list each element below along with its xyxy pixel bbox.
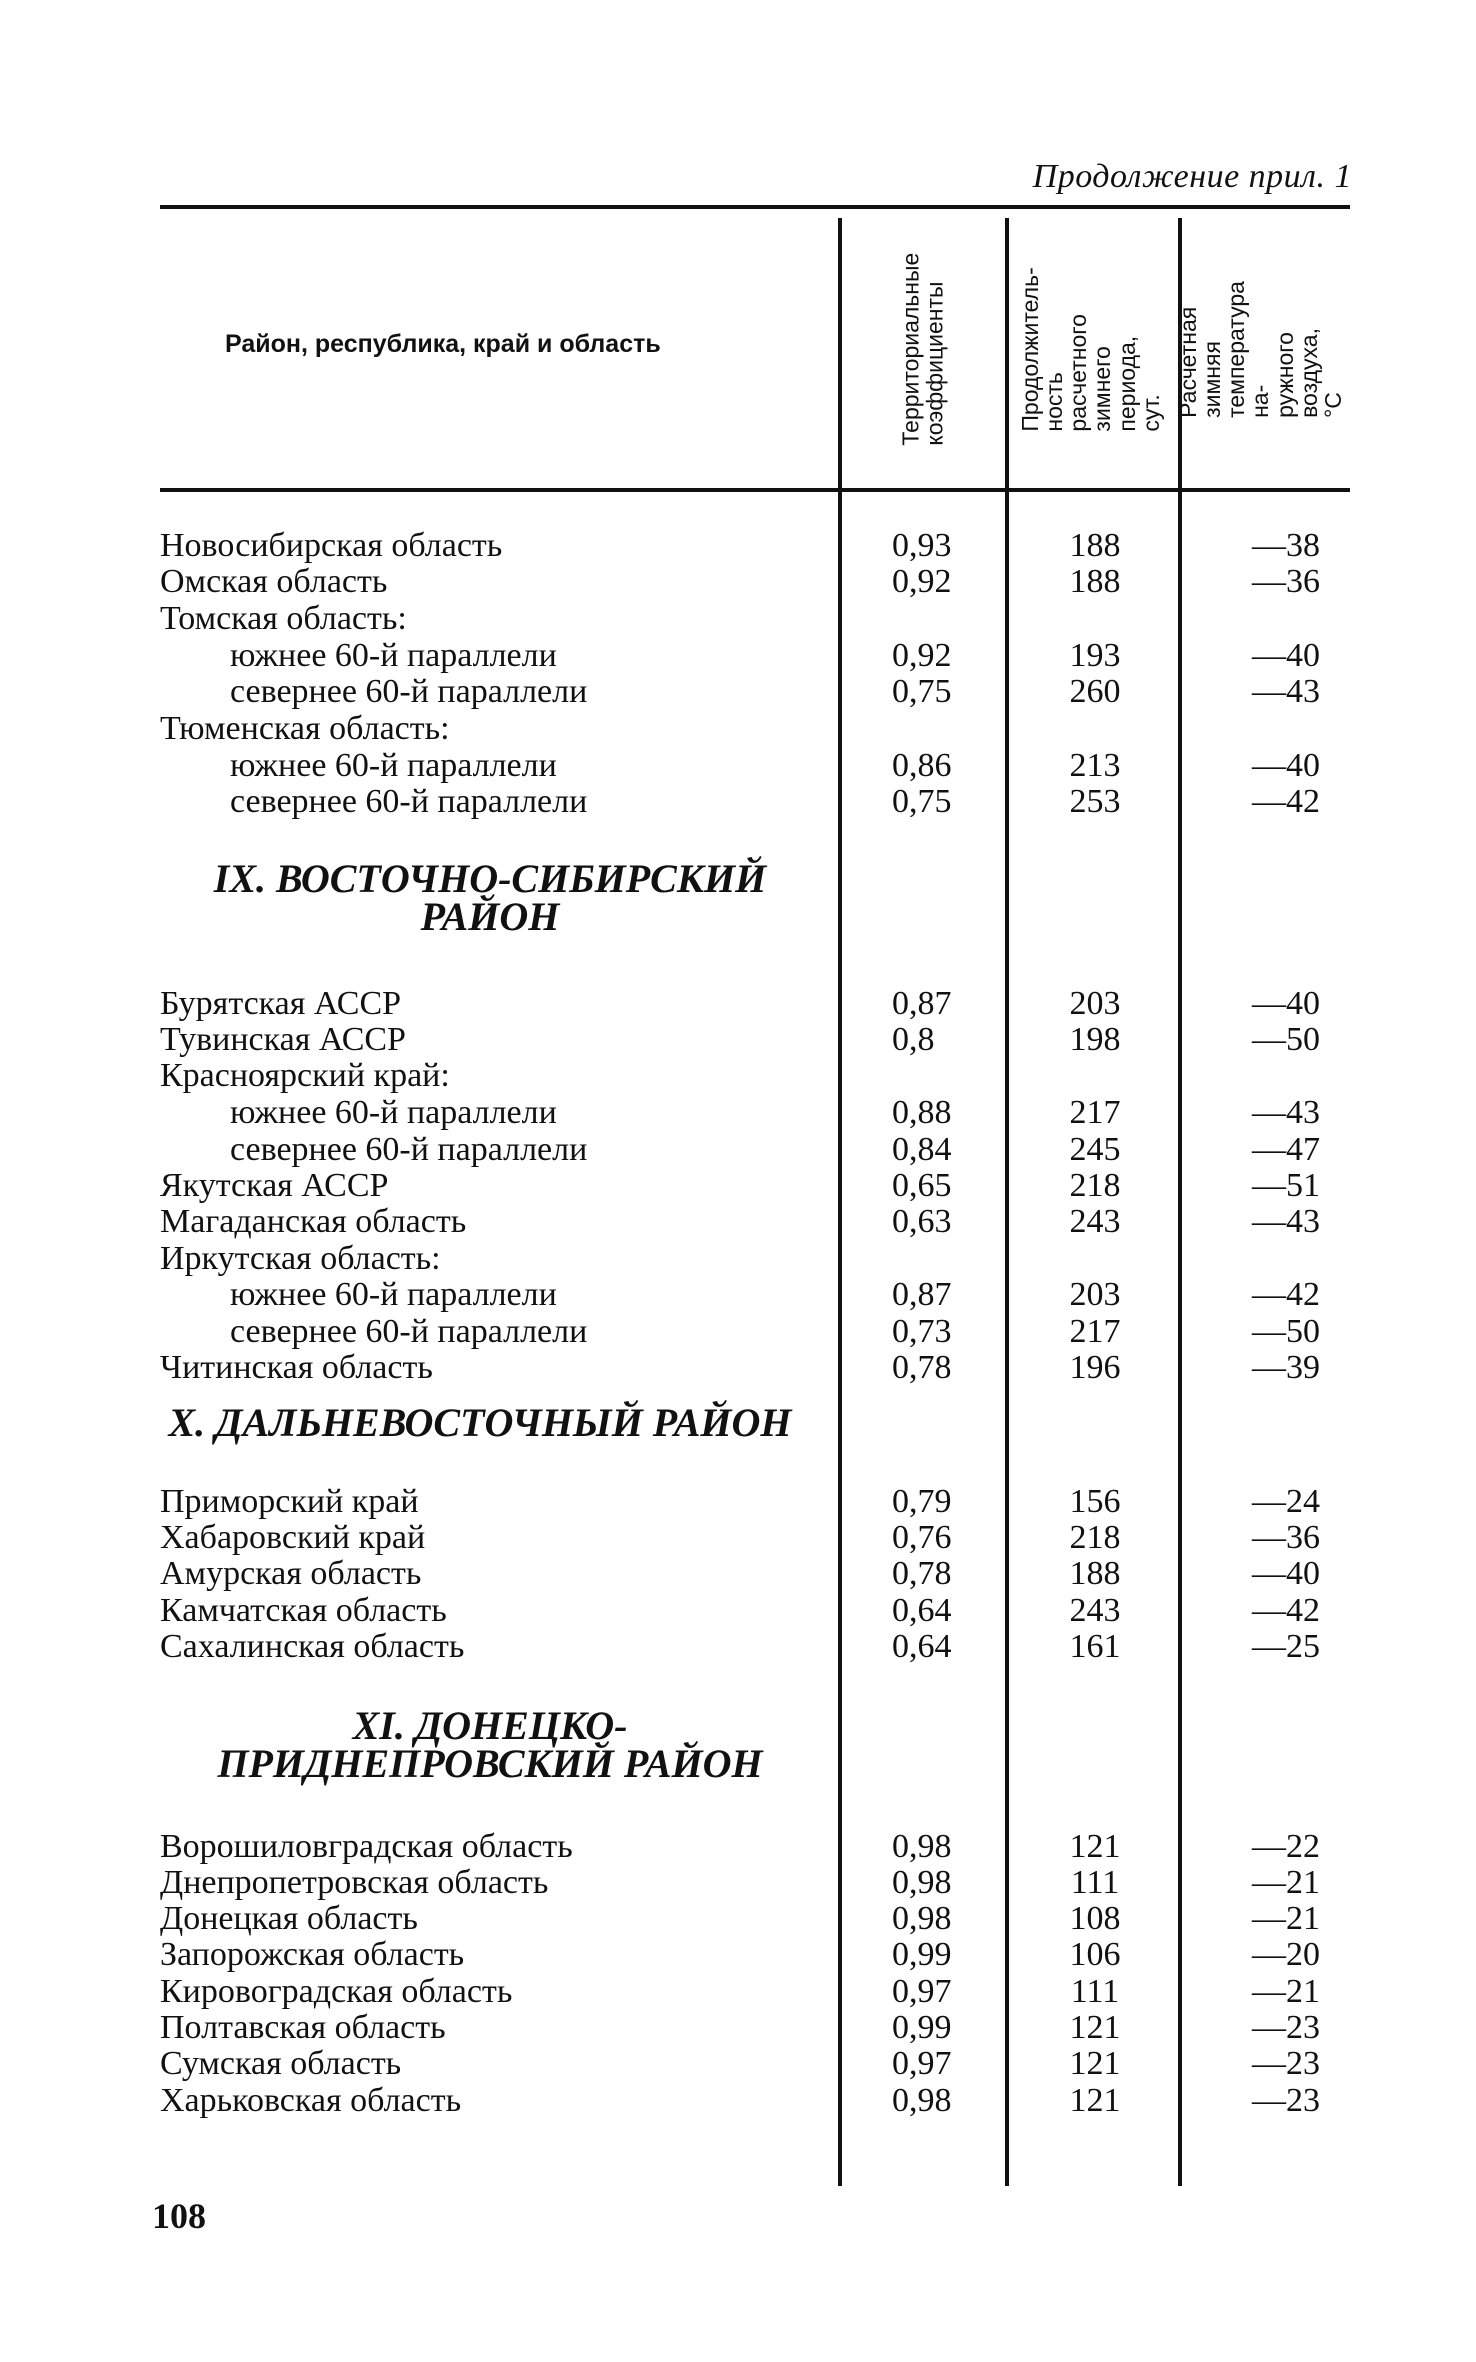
region-name: Днепропетровская область xyxy=(160,1864,549,1901)
region-name: севернее 60-й параллели xyxy=(230,1313,588,1350)
temperature-cell: —47 xyxy=(1252,1131,1320,1168)
table-row xyxy=(0,985,1476,1022)
table-row xyxy=(0,600,1476,637)
duration-cell: 193 xyxy=(1069,637,1121,674)
table-row xyxy=(0,1349,1476,1386)
header-temperature xyxy=(1174,222,1346,477)
coefficient-cell: 0,87 xyxy=(892,985,952,1022)
duration-cell: 218 xyxy=(1069,1519,1121,1556)
duration-cell: 203 xyxy=(1069,1276,1121,1313)
region-name: Сахалинская область xyxy=(160,1628,465,1665)
table-row xyxy=(0,1131,1476,1168)
duration-cell: 111 xyxy=(1070,1864,1120,1901)
duration-cell: 243 xyxy=(1069,1203,1121,1240)
temperature-cell: —22 xyxy=(1252,1828,1320,1865)
region-name: Ворошиловградская область xyxy=(160,1828,573,1865)
duration-cell: 188 xyxy=(1069,527,1121,564)
region-name: южнее 60-й параллели xyxy=(230,1094,557,1131)
region-name: Бурятская АССР xyxy=(160,985,402,1022)
duration-cell: 121 xyxy=(1069,2045,1121,2082)
table-row xyxy=(0,1555,1476,1592)
region-name: Приморский край xyxy=(160,1483,419,1520)
coefficient-cell: 0,78 xyxy=(892,1555,952,1592)
table-row xyxy=(0,1628,1476,1665)
coefficient-cell: 0,99 xyxy=(892,1936,952,1973)
section-title: IX. ВОСТОЧНО-СИБИРСКИЙ РАЙОН xyxy=(213,856,767,939)
duration-cell: 156 xyxy=(1069,1483,1121,1520)
duration-cell: 245 xyxy=(1069,1131,1121,1168)
duration-cell: 243 xyxy=(1069,1592,1121,1629)
coefficient-cell: 0,97 xyxy=(892,1973,952,2010)
region-name: Тюменская область: xyxy=(160,710,450,747)
coefficient-cell: 0,92 xyxy=(892,637,952,674)
region-name: севернее 60-й параллели xyxy=(230,1131,588,1168)
duration-cell: 188 xyxy=(1069,563,1121,600)
temperature-cell: —21 xyxy=(1252,1900,1320,1937)
coefficient-cell: 0,97 xyxy=(892,2045,952,2082)
header-duration xyxy=(1016,222,1164,477)
table-row xyxy=(0,1519,1476,1556)
temperature-cell: —23 xyxy=(1252,2009,1320,2046)
coefficient-cell: 0,79 xyxy=(892,1483,952,1520)
table-row xyxy=(0,2082,1476,2119)
top-rule xyxy=(160,205,1350,209)
temperature-cell: —43 xyxy=(1252,673,1320,710)
temperature-cell: —38 xyxy=(1252,527,1320,564)
table-row xyxy=(0,1936,1476,1973)
coefficient-cell: 0,76 xyxy=(892,1519,952,1556)
table-row xyxy=(0,1483,1476,1520)
region-name: Читинская область xyxy=(160,1349,433,1386)
table-row xyxy=(0,710,1476,747)
coefficient-cell: 0,98 xyxy=(892,1864,952,1901)
duration-cell: 121 xyxy=(1069,1828,1121,1865)
temperature-cell: —51 xyxy=(1252,1167,1320,1204)
coefficient-cell: 0,65 xyxy=(892,1167,952,1204)
temperature-cell: —40 xyxy=(1252,1555,1320,1592)
duration-cell: 260 xyxy=(1069,673,1121,710)
duration-cell: 111 xyxy=(1070,1973,1120,2010)
region-name: Сумская область xyxy=(160,2045,402,2082)
temperature-cell: —50 xyxy=(1252,1313,1320,1350)
region-name: Магаданская область xyxy=(160,1203,467,1240)
coefficient-cell: 0,8 xyxy=(892,1021,935,1058)
temperature-cell: —21 xyxy=(1252,1973,1320,2010)
table-row xyxy=(0,1900,1476,1937)
region-name: Иркутская область: xyxy=(160,1240,441,1277)
region-name: севернее 60-й параллели xyxy=(230,673,588,710)
coefficient-cell: 0,88 xyxy=(892,1094,952,1131)
duration-cell: 213 xyxy=(1069,747,1121,784)
header-bottom-rule xyxy=(160,488,1350,492)
temperature-cell: —20 xyxy=(1252,1936,1320,1973)
region-name: Полтавская область xyxy=(160,2009,446,2046)
continuation-heading: Продолжение прил. 1 xyxy=(1032,158,1352,195)
table-row xyxy=(0,1021,1476,1058)
temperature-cell: —24 xyxy=(1252,1483,1320,1520)
region-name: южнее 60-й параллели xyxy=(230,747,557,784)
duration-cell: 253 xyxy=(1069,783,1121,820)
table-row xyxy=(0,1313,1476,1350)
table-row xyxy=(0,783,1476,820)
duration-cell: 198 xyxy=(1069,1021,1121,1058)
temperature-cell: —50 xyxy=(1252,1021,1320,1058)
coefficient-cell: 0,99 xyxy=(892,2009,952,2046)
table-row xyxy=(0,2045,1476,2082)
coefficient-cell: 0,78 xyxy=(892,1349,952,1386)
region-name: Красноярский край: xyxy=(160,1057,450,1094)
region-name: Запорожская область xyxy=(160,1936,465,1973)
header-region: Район, республика, край и область xyxy=(225,330,661,358)
duration-cell: 218 xyxy=(1069,1167,1121,1204)
temperature-cell: —40 xyxy=(1252,637,1320,674)
temperature-cell: —21 xyxy=(1252,1864,1320,1901)
coefficient-cell: 0,64 xyxy=(892,1592,952,1629)
duration-cell: 121 xyxy=(1069,2082,1121,2119)
region-name: Кировоградская область xyxy=(160,1973,513,2010)
temperature-cell: —23 xyxy=(1252,2082,1320,2119)
table-row xyxy=(0,1864,1476,1901)
region-name: Харьковская область xyxy=(160,2082,462,2119)
header-coefficients xyxy=(862,222,982,477)
table-row xyxy=(0,1057,1476,1094)
temperature-cell: —36 xyxy=(1252,1519,1320,1556)
section-title: XI. ДОНЕЦКО- ПРИДНЕПРОВСКИЙ РАЙОН xyxy=(217,1703,763,1786)
table-row xyxy=(0,1828,1476,1865)
coefficient-cell: 0,92 xyxy=(892,563,952,600)
temperature-cell: —42 xyxy=(1252,1592,1320,1629)
region-name: Камчатская область xyxy=(160,1592,447,1629)
table-row xyxy=(0,563,1476,600)
region-name: Омская область xyxy=(160,563,388,600)
region-name: южнее 60-й параллели xyxy=(230,1276,557,1313)
temperature-cell: —25 xyxy=(1252,1628,1320,1665)
coefficient-cell: 0,75 xyxy=(892,783,952,820)
coefficient-cell: 0,98 xyxy=(892,1900,952,1937)
table-row xyxy=(0,637,1476,674)
coefficient-cell: 0,84 xyxy=(892,1131,952,1168)
table-row xyxy=(0,1240,1476,1277)
duration-cell: 108 xyxy=(1069,1900,1121,1937)
table-row xyxy=(0,1592,1476,1629)
region-name: Новосибирская область xyxy=(160,527,503,564)
region-name: Амурская область xyxy=(160,1555,422,1592)
coefficient-cell: 0,87 xyxy=(892,1276,952,1313)
temperature-cell: —42 xyxy=(1252,1276,1320,1313)
duration-cell: 188 xyxy=(1069,1555,1121,1592)
table-row xyxy=(0,2009,1476,2046)
temperature-cell: —42 xyxy=(1252,783,1320,820)
region-name: Томская область: xyxy=(160,600,407,637)
table-row xyxy=(0,1094,1476,1131)
section-title: X. ДАЛЬНЕВОСТОЧНЫЙ РАЙОН xyxy=(168,1400,792,1445)
header-duration-text: Продолжитель- ность расчетного зимнего периода, сут. xyxy=(1016,267,1164,432)
temperature-cell: —43 xyxy=(1252,1094,1320,1131)
table-row xyxy=(0,747,1476,784)
coefficient-cell: 0,93 xyxy=(892,527,952,564)
header-coefficients-text: Территориальные коэффициенты xyxy=(896,253,947,446)
coefficient-cell: 0,63 xyxy=(892,1203,952,1240)
region-name: севернее 60-й параллели xyxy=(230,783,588,820)
duration-cell: 217 xyxy=(1069,1313,1121,1350)
coefficient-cell: 0,98 xyxy=(892,2082,952,2119)
temperature-cell: —23 xyxy=(1252,2045,1320,2082)
region-name: Хабаровский край xyxy=(160,1519,426,1556)
temperature-cell: —36 xyxy=(1252,563,1320,600)
region-name: Тувинская АССР xyxy=(160,1021,406,1058)
header-temperature-text: Расчетная зимняя температура на- ружного воздуха, °С xyxy=(1174,281,1346,418)
duration-cell: 161 xyxy=(1069,1628,1121,1665)
duration-cell: 106 xyxy=(1069,1936,1121,1973)
coefficient-cell: 0,73 xyxy=(892,1313,952,1350)
table-row xyxy=(0,1973,1476,2010)
coefficient-cell: 0,86 xyxy=(892,747,952,784)
duration-cell: 203 xyxy=(1069,985,1121,1022)
region-name: южнее 60-й параллели xyxy=(230,637,557,674)
table-row xyxy=(0,1203,1476,1240)
region-name: Донецкая область xyxy=(160,1900,418,1937)
coefficient-cell: 0,75 xyxy=(892,673,952,710)
duration-cell: 217 xyxy=(1069,1094,1121,1131)
duration-cell: 121 xyxy=(1069,2009,1121,2046)
duration-cell: 196 xyxy=(1069,1349,1121,1386)
table-row xyxy=(0,1167,1476,1204)
temperature-cell: —39 xyxy=(1252,1349,1320,1386)
region-name: Якутская АССР xyxy=(160,1167,389,1204)
coefficient-cell: 0,98 xyxy=(892,1828,952,1865)
temperature-cell: —40 xyxy=(1252,747,1320,784)
temperature-cell: —40 xyxy=(1252,985,1320,1022)
table-row xyxy=(0,527,1476,564)
temperature-cell: —43 xyxy=(1252,1203,1320,1240)
table-row xyxy=(0,1276,1476,1313)
coefficient-cell: 0,64 xyxy=(892,1628,952,1665)
table-row xyxy=(0,673,1476,710)
page-number: 108 xyxy=(152,2196,206,2236)
